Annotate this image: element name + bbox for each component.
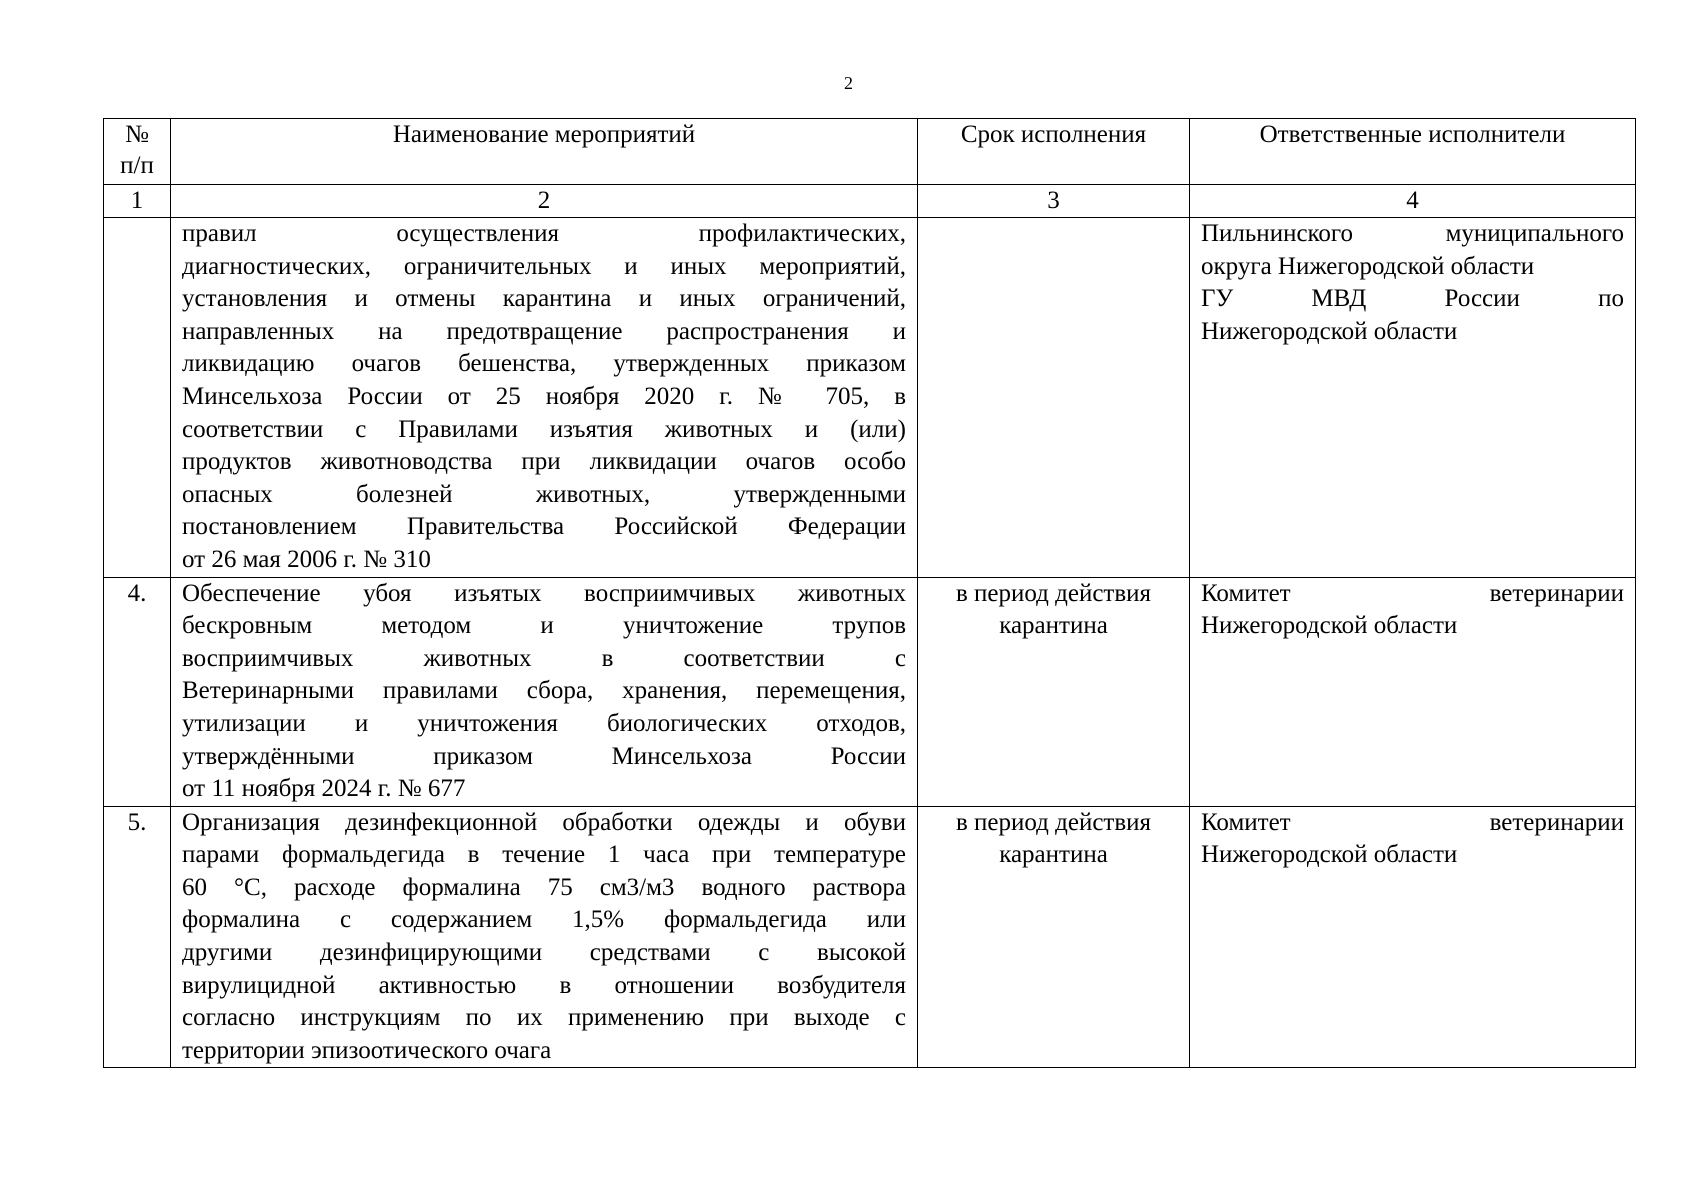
term-text: в период действия bbox=[955, 579, 1152, 607]
table-row bbox=[104, 218, 1636, 578]
column-number: 1 bbox=[104, 185, 171, 218]
text-line: вирулицидной активностью в отношении возбудителя bbox=[182, 971, 906, 999]
row-number: 4. bbox=[104, 577, 171, 806]
measure-name-cell bbox=[171, 577, 918, 806]
column-number: 4 bbox=[1190, 185, 1636, 218]
measure-name-cell bbox=[171, 806, 918, 1068]
term-cell bbox=[918, 806, 1190, 1068]
header-name: Наименование мероприятий bbox=[171, 119, 918, 185]
term-cell bbox=[918, 577, 1190, 806]
responsible-cell bbox=[1190, 218, 1636, 578]
text-line: 60 °С, расходе формалина 75 см3/м3 водного раствора bbox=[182, 873, 906, 901]
column-number: 2 bbox=[171, 185, 918, 218]
table-row bbox=[104, 577, 1636, 806]
text-line: ликвидацию очагов бешенства, утвержденных приказом bbox=[182, 350, 906, 378]
term-text: в период действия bbox=[955, 808, 1152, 836]
text-line: утверждёнными приказом Минсельхоза России bbox=[182, 742, 906, 770]
text-line: Нижегородской области bbox=[1201, 612, 1458, 640]
column-number-row bbox=[104, 185, 1636, 218]
text-line: Комитет ветеринарии bbox=[1201, 579, 1624, 607]
text-line: опасных болезней животных, утвержденными bbox=[182, 480, 906, 508]
text-line: утилизации и уничтожения биологических отходов, bbox=[182, 709, 906, 737]
measure-name-cell bbox=[171, 218, 918, 578]
measures-table bbox=[103, 118, 1636, 1068]
text-line: продуктов животноводства при ликвидации очагов особо bbox=[182, 448, 906, 476]
text-line: другими дезинфицирующими средствами с высокой bbox=[182, 939, 906, 967]
text-line: Комитет ветеринарии bbox=[1201, 808, 1624, 836]
text-line: территории эпизоотического очага bbox=[182, 1036, 552, 1064]
text-line: постановлением Правительства Российской Федерации bbox=[182, 513, 906, 541]
text-line: правил осуществления профилактических, bbox=[182, 220, 906, 247]
term-text: карантина bbox=[999, 841, 1108, 869]
text-line: Нижегородской области bbox=[1201, 841, 1458, 869]
text-line: бескровным методом и уничтожение трупов bbox=[182, 612, 906, 640]
text-line: Нижегородской области bbox=[1201, 317, 1458, 345]
text-line: Минсельхоза России от 25 ноября 2020 г. № 705, в bbox=[182, 382, 906, 410]
page-number: 2 bbox=[844, 73, 853, 93]
text-line: Обеспечение убоя изъятых восприимчивых животных bbox=[182, 579, 906, 607]
text-line: от 11 ноября 2024 г. № 677 bbox=[182, 775, 466, 803]
term-cell bbox=[918, 218, 1190, 578]
row-number bbox=[104, 218, 171, 578]
text-line: от 26 мая 2006 г. № 310 bbox=[182, 545, 431, 573]
text-line: диагностических, ограничительных и иных мероприятий, bbox=[182, 252, 906, 280]
text-line: Пильнинского муниципального bbox=[1201, 220, 1624, 247]
text-line: соответствии с Правилами изъятия животных и (или) bbox=[182, 415, 906, 443]
text-line: согласно инструкциям по их применению при выходе с bbox=[182, 1004, 906, 1032]
text-line: направленных на предотвращение распространения и bbox=[182, 317, 906, 345]
header-responsible: Ответственные исполнители bbox=[1190, 119, 1636, 185]
header-num: № п/п bbox=[104, 119, 171, 185]
text-line: восприимчивых животных в соответствии с bbox=[182, 644, 906, 672]
table-header-row bbox=[104, 119, 1636, 185]
term-text: карантина bbox=[999, 612, 1108, 640]
row-number: 5. bbox=[104, 806, 171, 1068]
column-number: 3 bbox=[918, 185, 1190, 218]
text-line: парами формальдегида в течение 1 часа при температуре bbox=[182, 841, 906, 869]
header-term: Срок исполнения bbox=[918, 119, 1190, 185]
table-row bbox=[104, 806, 1636, 1068]
responsible-cell bbox=[1190, 577, 1636, 806]
text-line: Ветеринарными правилами сбора, хранения, перемещения, bbox=[182, 677, 906, 705]
text-line: ГУ МВД России по bbox=[1201, 285, 1624, 313]
text-line: установления и отмены карантина и иных ограничений, bbox=[182, 285, 906, 313]
responsible-cell bbox=[1190, 806, 1636, 1068]
text-line: округа Нижегородской области bbox=[1201, 252, 1535, 280]
text-line: Организация дезинфекционной обработки одежды и обуви bbox=[182, 808, 906, 836]
text-line: формалина с содержанием 1,5% формальдегида или bbox=[182, 906, 906, 934]
